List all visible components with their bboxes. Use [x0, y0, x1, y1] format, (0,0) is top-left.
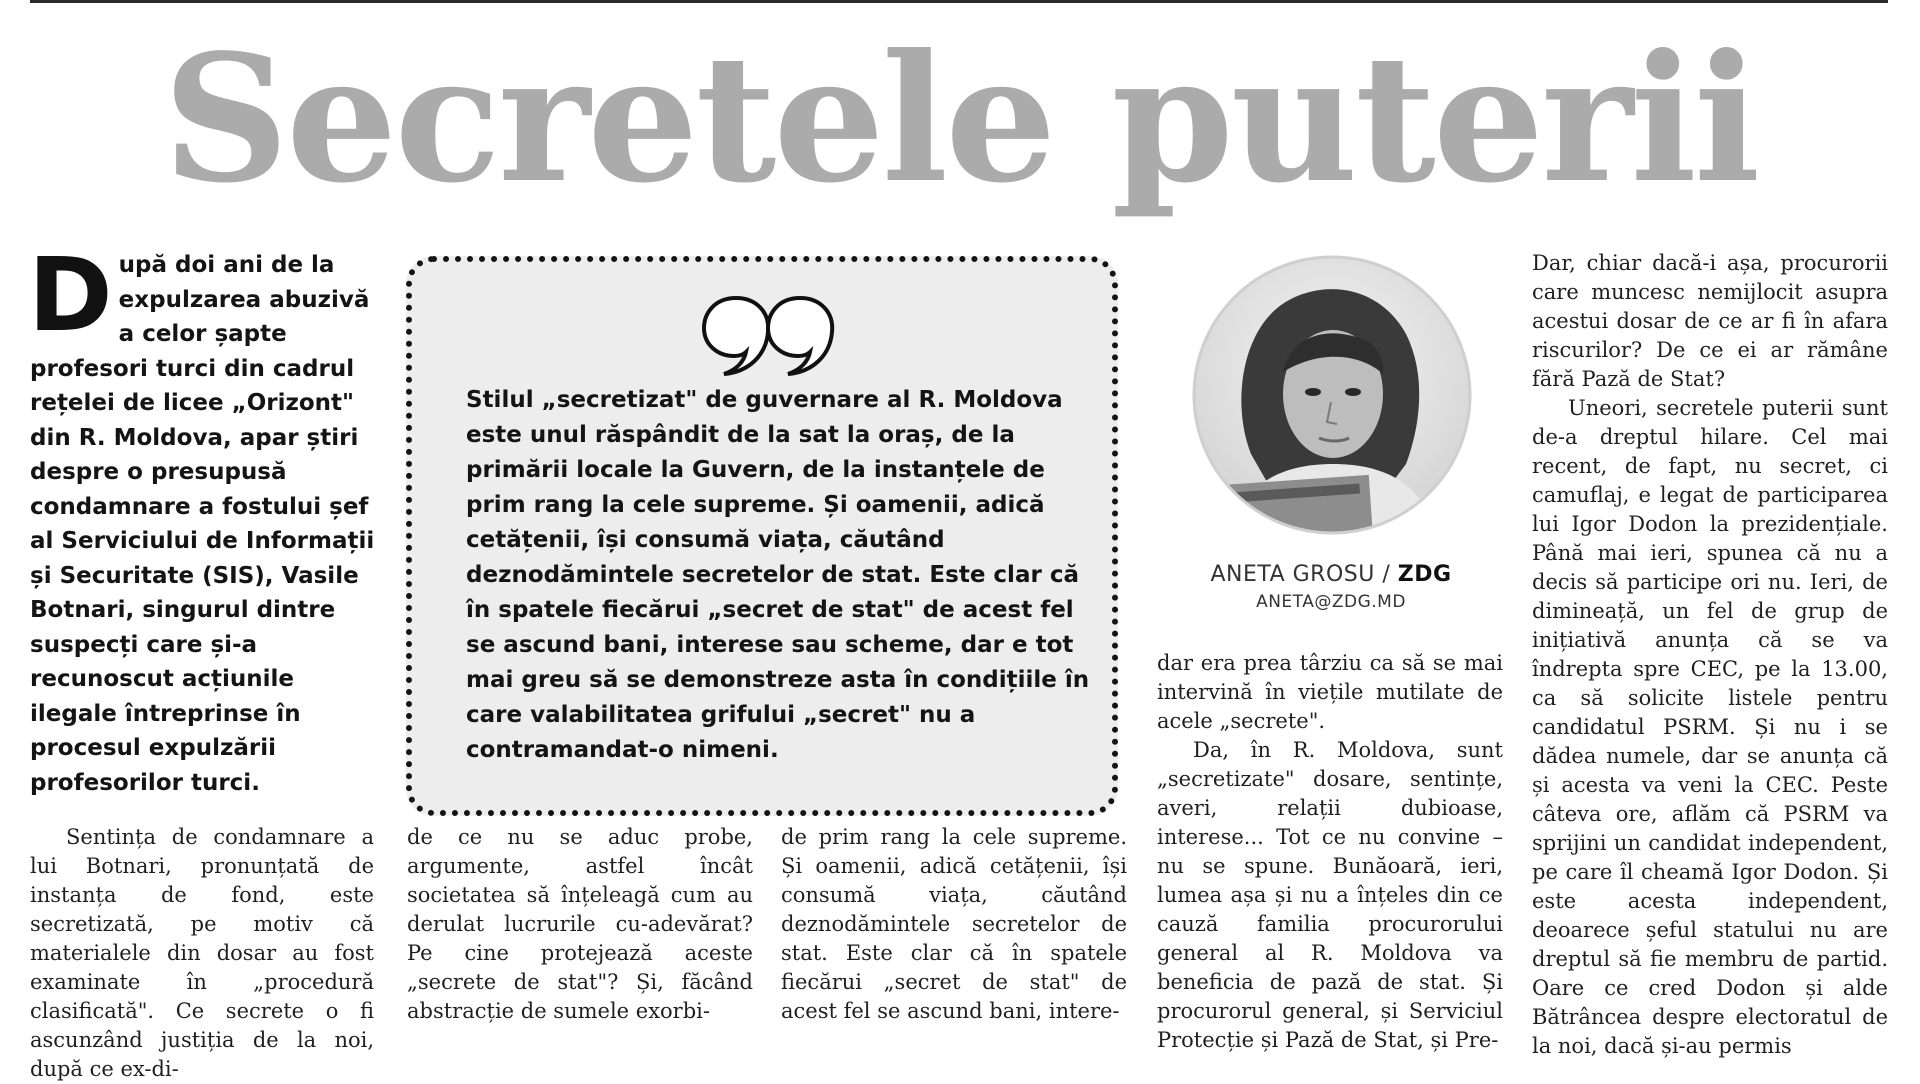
- column-5-body: [1532, 249, 1888, 1061]
- column-4-body: [1157, 649, 1503, 1055]
- column-1-body: Sentința de condamnare a lui Botnari, pronunțată de instanța de fond, este secretizată, pe motiv că materialele din dosar au fost examinate în „procedură clasificată". Ce secrete o fi ascunzând justiția de la noi, după ce ex-di-: [30, 825, 374, 1081]
- byline-separator: /: [1374, 562, 1398, 587]
- author-email[interactable]: ANETA@ZDG.MD: [1256, 592, 1406, 612]
- column-5-paragraph: Uneori, secretele puterii sunt de-a dreptul hilare. Cel mai recent, de fapt, nu secret, ci camuflaj, e legat de participarea lui Igor Dodon la prezidențiale. Până mai ieri, spunea că nu a decis să participe ori nu. Ieri, de dimineață, un fel de grup de inițiativă anunța că se va îndrepta spre CEC, pe la 13.00, ca să solicite listele pentru candidatul PSRM. Și nu i se dădea numele, dar se anunța că și acesta va veni la CEC. Peste câteva ore, aflăm că PSRM va sprijini un candidat independent, pe care îl cheamă Igor Dodon. Și este acesta independent, deoarece șeful statului nu are dreptul să fie membru de partid. Oare ce cred Dodon și alde Bătrâncea despre electoratul de la noi, dacă și-au permis: [1532, 396, 1888, 1058]
- pull-quote-text: Stilul „secretizat" de guvernare al R. Moldova este unul răspândit de la sat la oraș, de la primării locale la Guvern, de la instanțele de prim rang la cele supreme. Și oamenii, adică cetățenii, își consumă viața, căutând deznodămintele secretelor de stat. Este clar că în spatele fiecărui „secret de stat" de acest fel se ascund bani, interese sau scheme, dar e tot mai greu să se demonstreze asta în condițiile în care valabilitatea grifului „secret" nu a contramandat-o nimeni.: [466, 387, 1090, 763]
- column-3-body: de prim rang la cele supreme. Și oamenii, adică cetățenii, își consumă viața, căutând deznodămintele secretelor de stat. Este clar că în spatele fiecărui „secret de stat" de acest fel se ascund bani, intere-: [781, 825, 1127, 1023]
- drop-cap: D: [28, 236, 113, 355]
- column-4-paragraph: dar era prea târziu ca să se mai intervină în viețile mutilate de acele „secrete".: [1157, 651, 1503, 733]
- quote-icon: [700, 290, 840, 380]
- author-photo: [1191, 254, 1473, 536]
- column-4-paragraph: Da, în R. Moldova, sunt „secretizate" dosare, sentințe, averi, relații dubioase, interese... Tot ce nu convine – nu se spune. Bunăoară, ieri, lumea așa și nu a înțeles din ce cauză familia procurorului general al R. Moldova va beneficia de pază de stat. Și procurorul general, și Serviciul Protecție și Pază de Stat, și Pre-: [1157, 738, 1503, 1052]
- lead-paragraph: [28, 236, 380, 800]
- author-byline: [1180, 561, 1482, 589]
- column-2-body: de ce nu se aduc probe, argumente, astfel încât societatea să înțeleagă cum au derulat lucrurile cu-adevărat? Pe cine protejează aceste „secrete de stat"? Și, făcând abstracție de sumele exorbi-: [407, 825, 753, 1023]
- publication-name: ZDG: [1397, 562, 1452, 587]
- lead-text: upă doi ani de la expulzarea abuzivă a celor șapte profesori turci din cadrul rețelei de licee „Orizont" din R. Moldova, apar știri despre o presupusă condamnare a fostului șef al Serviciului de Informații și Securitate (SIS), Vasile Botnari, singurul dintre suspecți care și-a recunoscut acțiunile ilegale întreprinse în procesul expulzării profesorilor turci.: [30, 252, 375, 796]
- column-5-paragraph: Dar, chiar dacă-i așa, procurorii care muncesc nemijlocit asupra acestui dosar de ce ar fi în afara riscurilor? De ce ei ar rămâne fără Pază de Stat?: [1532, 251, 1888, 391]
- author-name: ANETA GROSU: [1210, 562, 1375, 587]
- headline: Secretele puterii: [162, 17, 1758, 222]
